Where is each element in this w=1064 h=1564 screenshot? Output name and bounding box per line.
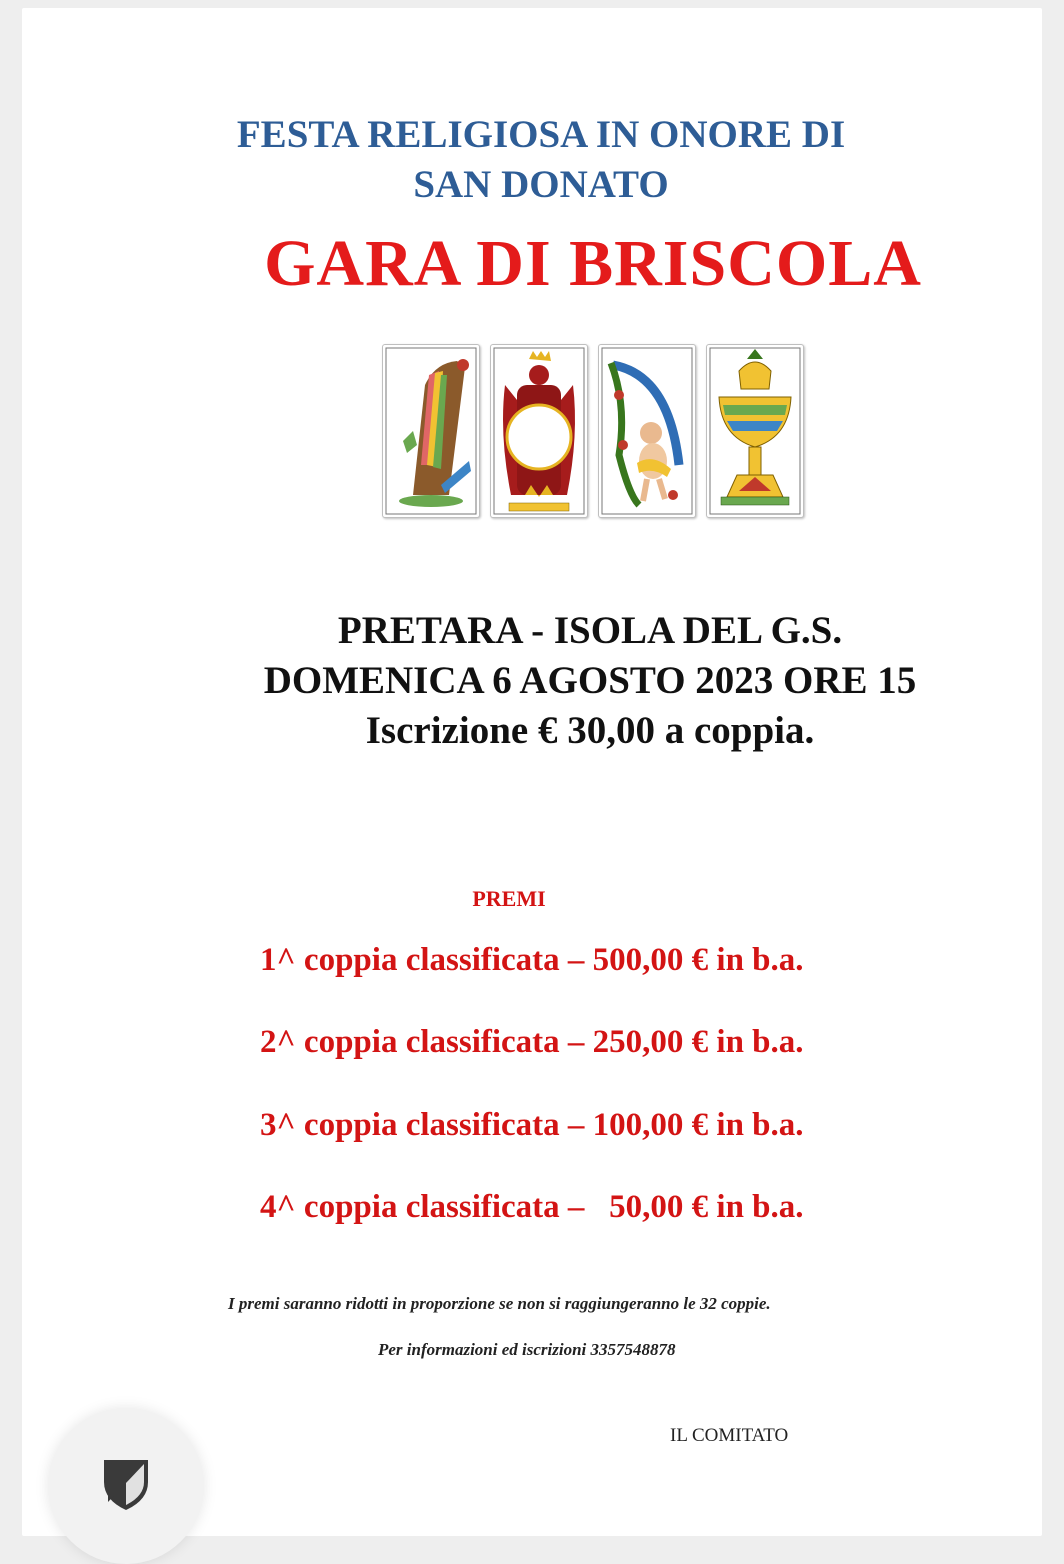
card-asso-di-coppe — [706, 344, 804, 518]
festival-heading-line2: SAN DONATO — [413, 163, 669, 206]
playing-cards-image — [378, 338, 808, 524]
prize-item-4: 4^ coppia classificata – 50,00 € in b.a. — [260, 1189, 804, 1225]
shield-icon — [100, 1456, 152, 1512]
event-location: PRETARA - ISOLA DEL G.S. — [337, 609, 843, 652]
cup-card-icon — [707, 345, 803, 517]
event-date: DOMENICA 6 AGOSTO 2023 ORE 15 — [263, 659, 917, 702]
sword-card-icon — [599, 345, 695, 517]
prize-item-2: 2^ coppia classificata – 250,00 € in b.a. — [260, 1024, 804, 1060]
signature: IL COMITATO — [670, 1425, 789, 1446]
festival-heading-line1: FESTA RELIGIOSA IN ONORE DI — [236, 113, 846, 156]
coin-card-icon — [491, 345, 587, 517]
card-asso-di-bastoni — [382, 344, 480, 518]
event-fee: Iscrizione € 30,00 a coppia. — [365, 709, 815, 752]
prizes-heading: PREMI — [472, 886, 546, 911]
contact-note: Per informazioni ed iscrizioni 3357548878 — [378, 1340, 676, 1359]
reduction-note: I premi saranno ridotti in proporzione se non si raggiungeranno le 32 coppie. — [228, 1294, 771, 1313]
card-asso-di-denari — [490, 344, 588, 518]
event-details — [58, 606, 1064, 756]
festival-heading — [176, 110, 906, 210]
prize-item-1: 1^ coppia classificata – 500,00 € in b.a. — [260, 942, 804, 978]
prize-item-3: 3^ coppia classificata – 100,00 € in b.a. — [260, 1107, 804, 1143]
event-title: GARA DI BRISCOLA — [264, 227, 922, 300]
privacy-shield-button[interactable] — [48, 1408, 204, 1564]
card-asso-di-spade — [598, 344, 696, 518]
club-card-icon — [383, 345, 479, 517]
